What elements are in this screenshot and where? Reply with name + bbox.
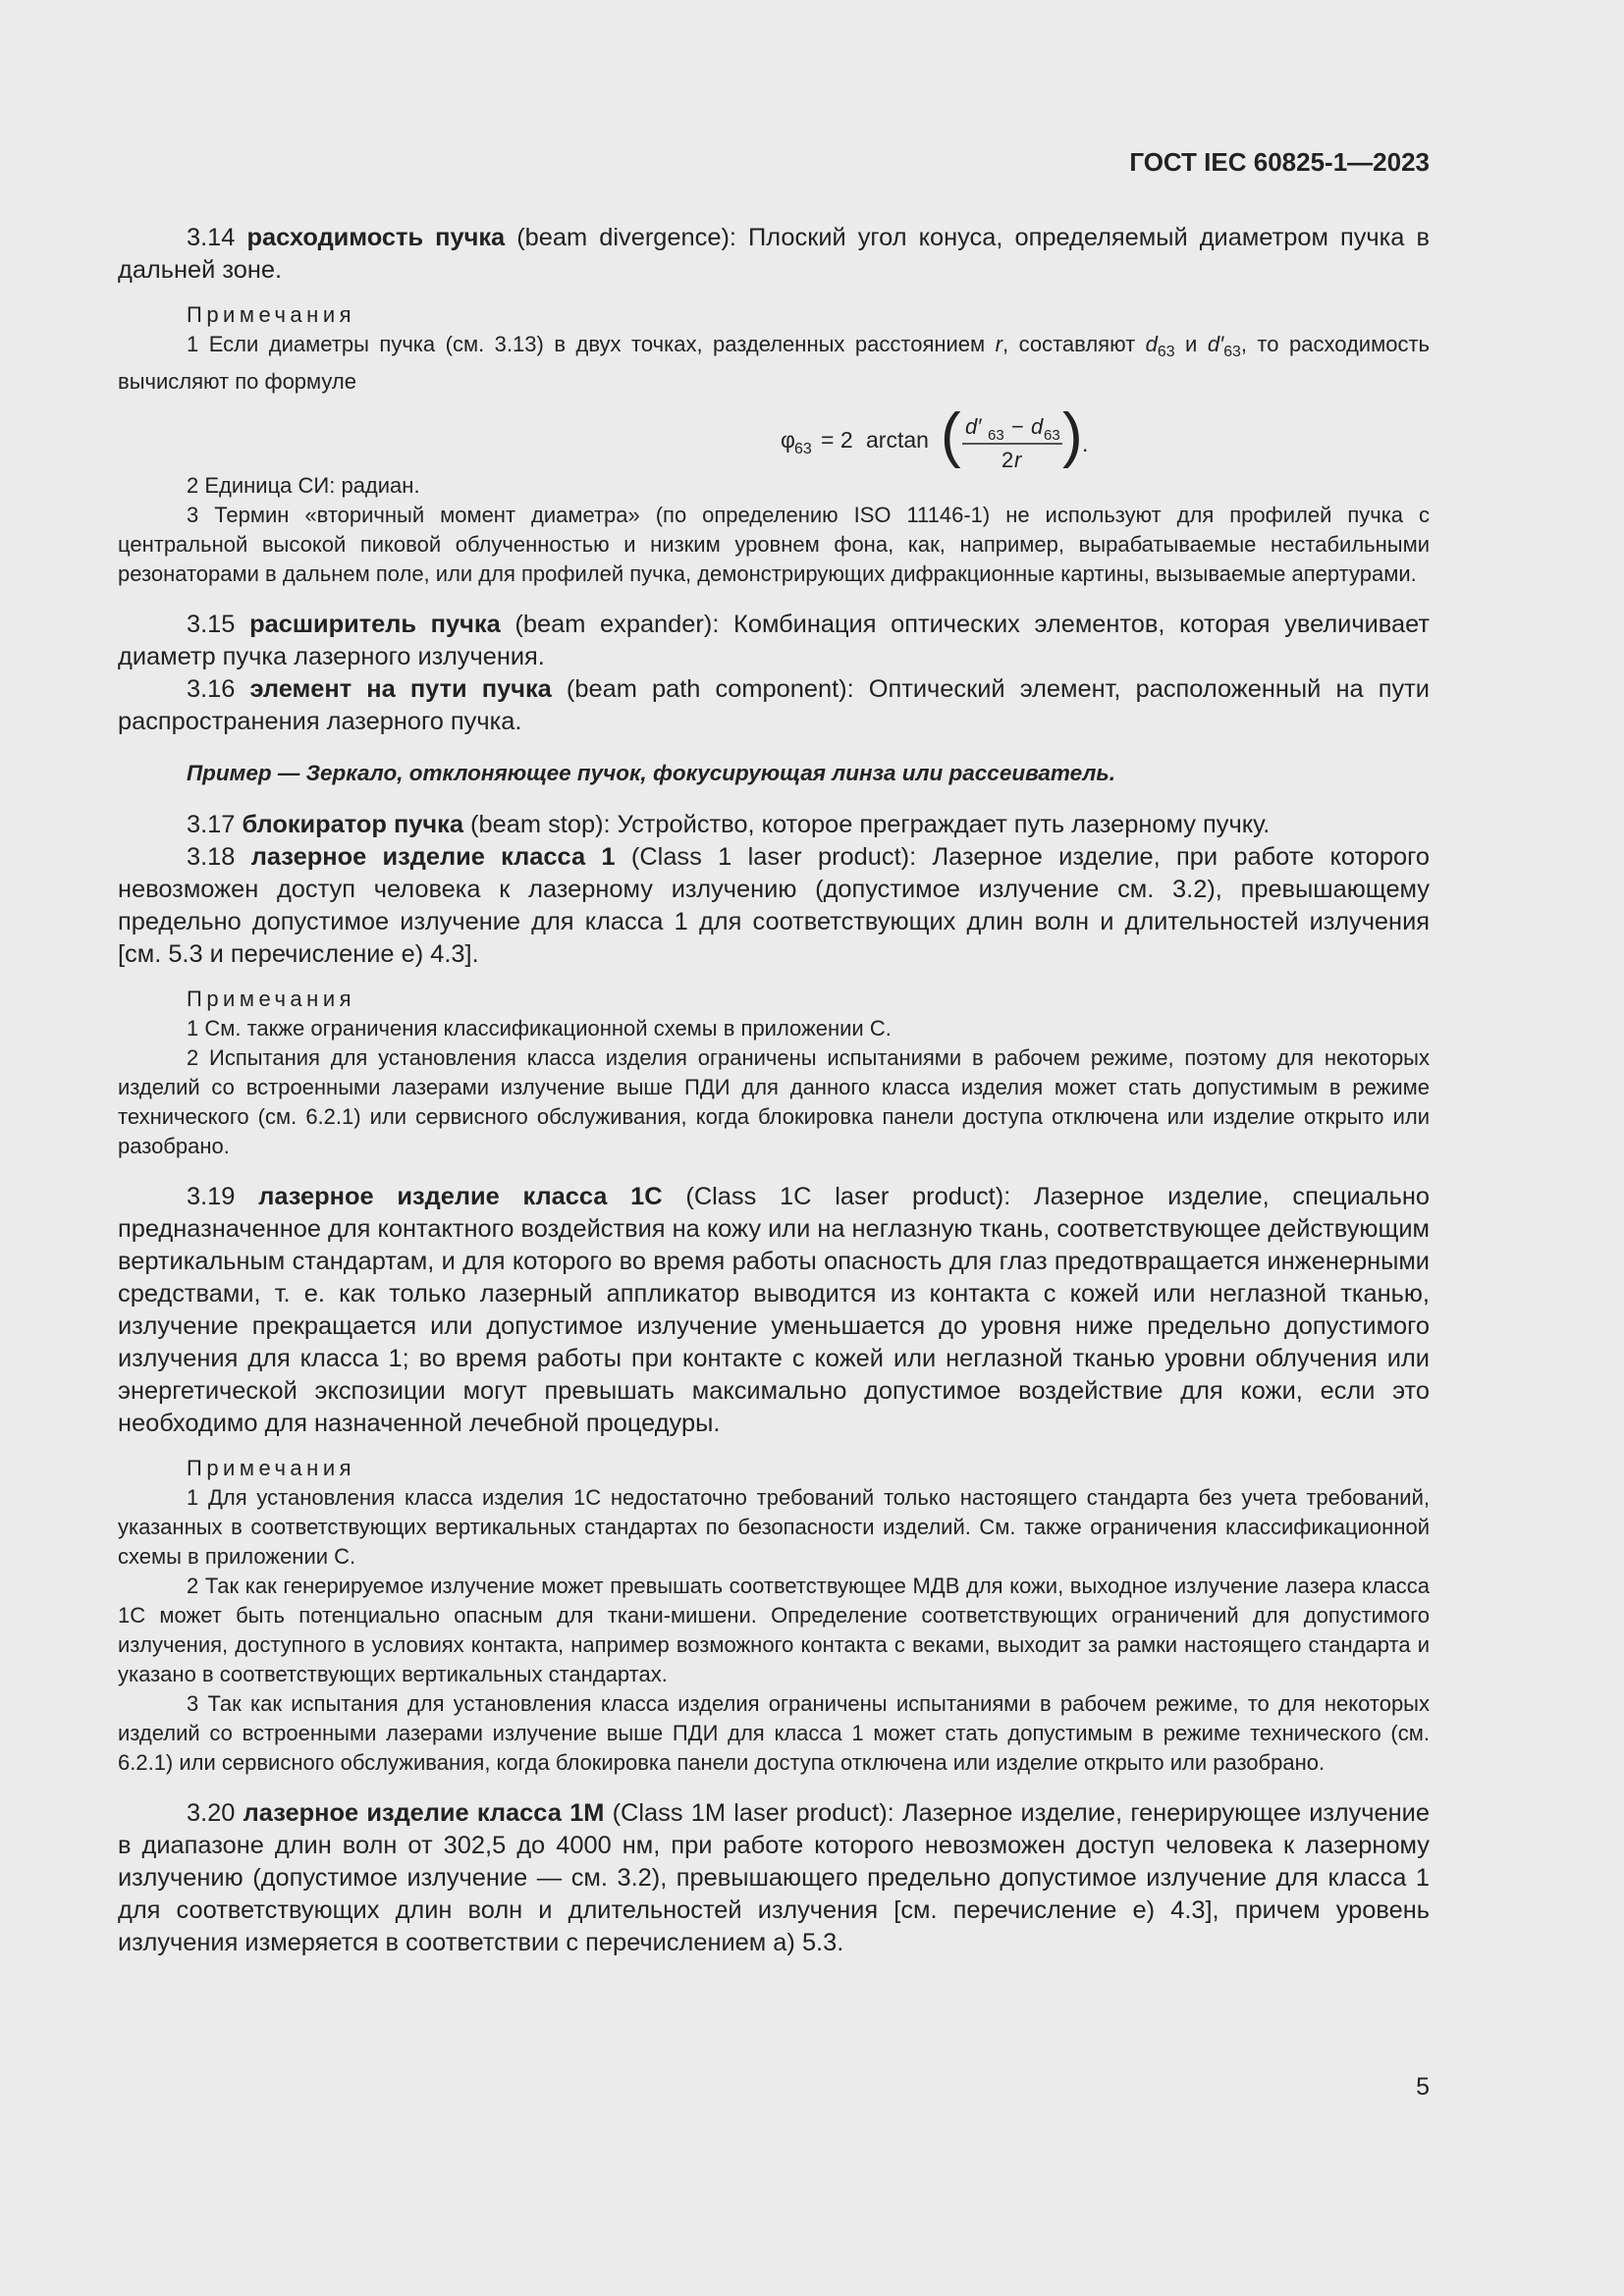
definition-3-17: 3.17 блокиратор пучка (beam stop): Устройство, которое преграждает путь лазерному пучку. xyxy=(187,810,1271,838)
definition-3-16: 3.16 элемент на пути пучка (beam path component): Оптический элемент, расположенный на пути распространения лазерного пучка. xyxy=(118,674,1430,735)
definition-3-19: 3.19 лазерное изделие класса 1С (Class 1C laser product): Лазерное изделие, специально предназначенное для контактного воздействия на кожу или на неглазную ткань, соответствующее действующим вертикальным стандартам, и для которого во время работы опасность для глаз предотвращается инженерными средствами, т. е. как только лазерный аппликатор выводится из контакта с кожей или неглазной тканью, излучение прекращается или допустимое излучение уменьшается до уровня ниже предельно допустимого излучения для класса 1; во время работы при контакте с кожей или неглазной тканью уровни облучения или энергетической экспозиции могут превышать максимально допустимое воздействие для кожи, если это необходимо для назначенной лечебной процедуры. xyxy=(118,1182,1430,1437)
note-3-14-1: 1 Если диаметры пучка (см. 3.13) в двух точках, разделенных расстоянием r, составляют $d_{63}$ и $d'_{63}$, то расходимость вычисляют по формуле xyxy=(118,332,1430,394)
notes-heading: Примечания xyxy=(187,986,356,1011)
svg-text:63: 63 xyxy=(1044,426,1060,444)
note-3-18-1: 1 См. также ограничения классификационной схемы в приложении С. xyxy=(187,1015,892,1041)
page-number: 5 xyxy=(1416,2073,1430,2101)
definition-3-20: 3.20 лазерное изделие класса 1М (Class 1M laser product): Лазерное изделие, генерирующее излучение в диапазоне длин волн от 302,5 до 4000 нм, при работе которого невозможен доступ человека к лазерному излучению (допустимое излучение — см. 3.2), превышающего предельно допустимое излучение для класса 1 для соответствующих длин волн и длительностей излучения [см. перечисление е) 4.3], причем уровень излучения измеряется в соответствии с перечислением а) 5.3. xyxy=(118,1798,1430,1956)
note-3-19-3: 3 Так как испытания для установления класса изделия ограничены испытаниями в рабочем режиме, то для некоторых изделий со встроенными лазерами излучение выше ПДИ для класса 1 может стать допустимым в режиме технического (см. 6.2.1) или сервисного обслуживания, когда блокировка панели доступа отключена или изделие открыто или разобрано. xyxy=(118,1690,1430,1775)
notes-heading: Примечания xyxy=(187,302,356,327)
example-3-16: Пример — Зеркало, отклоняющее пучок, фокусирующая линза или рассеиватель. xyxy=(187,760,1115,785)
definition-3-18: 3.18 лазерное изделие класса 1 (Class 1 laser product): Лазерное изделие, при работе которого невозможен доступ человека к лазерному излучению (допустимое излучение см. 3.2), превышающему предельно допустимое излучение для класса 1 для соответствующих длин волн и длительностей излучения [см. 5.3 и перечисление е) 4.3]. xyxy=(118,842,1430,968)
svg-text:63: 63 xyxy=(794,440,812,457)
formula-arctan: arctan xyxy=(866,426,929,453)
svg-text:−: − xyxy=(1011,413,1024,439)
note-3-19-2: 2 Так как генерируемое излучение может превышать соответствующее МДВ для кожи, выходное излучение лазера класса 1С может быть потенциально опасным для ткани-мишени. Определение соответствующих ограничений для допустимого излучения, доступного в условиях контакта, например возможного контакта с веками, выходит за рамки настоящего стандарта и указано в соответствующих вертикальных стандартах. xyxy=(118,1573,1430,1686)
svg-text:): ) xyxy=(1062,400,1083,469)
note-3-14-3: 3 Термин «вторичный момент диаметра» (по определению ISO 11146-1) не используют для профилей пучка с центральной высокой пиковой облученностью и низким уровнем фона, как, например, вырабатываемые нестабильными резонаторами в дальнем поле, или для профилей пучка, демонстрирующих дифракционные картины, вызываемые апертурами. xyxy=(118,502,1430,586)
notes-heading: Примечания xyxy=(187,1455,356,1480)
definition-3-15: 3.15 расширитель пучка (beam expander): Комбинация оптических элементов, которая увеличивает диаметр пучка лазерного излучения. xyxy=(118,610,1430,670)
formula-phi: φ xyxy=(781,426,795,453)
divergence-formula xyxy=(118,397,1430,471)
svg-text:d: d xyxy=(1031,413,1044,439)
svg-text:2: 2 xyxy=(1001,447,1014,471)
page-content xyxy=(118,222,1430,1959)
standard-header: ГОСТ IEC 60825-1—2023 xyxy=(1129,147,1430,177)
svg-text:(: ( xyxy=(941,400,961,469)
svg-text:= 2: = 2 xyxy=(821,426,853,453)
svg-text:.: . xyxy=(1082,430,1089,456)
term-name: расходимость пучка xyxy=(246,224,506,251)
term-body: (beam divergence): Плоский угол конуса, определяемый диаметром пучка в дальней зоне. xyxy=(118,224,1430,284)
definition-3-14 xyxy=(118,222,1430,287)
note-3-18-2: 2 Испытания для установления класса изделия ограничены испытаниями в рабочем режиме, поэтому для некоторых изделий со встроенными лазерами излучение выше ПДИ для данного класса изделия может стать допустимым в режиме технического (см. 6.2.1) или сервисного обслуживания, когда блокировка панели доступа отключена или изделие открыто или разобрано. xyxy=(118,1044,1430,1158)
svg-text:63: 63 xyxy=(988,426,1004,444)
svg-text:d′: d′ xyxy=(965,413,982,439)
formula-graphic xyxy=(658,397,1090,471)
svg-text:r: r xyxy=(1014,447,1022,471)
note-3-19-1: 1 Для установления класса изделия 1С недостаточно требований только настоящего стандарта без учета требований, указанных в соответствующих вертикальных стандартах по безопасности изделий. См. также ограничения классификационной схемы в приложении С. xyxy=(118,1484,1430,1569)
note-3-14-2: 2 Единица СИ: радиан. xyxy=(187,472,420,498)
term-number: 3.14 xyxy=(187,224,236,251)
